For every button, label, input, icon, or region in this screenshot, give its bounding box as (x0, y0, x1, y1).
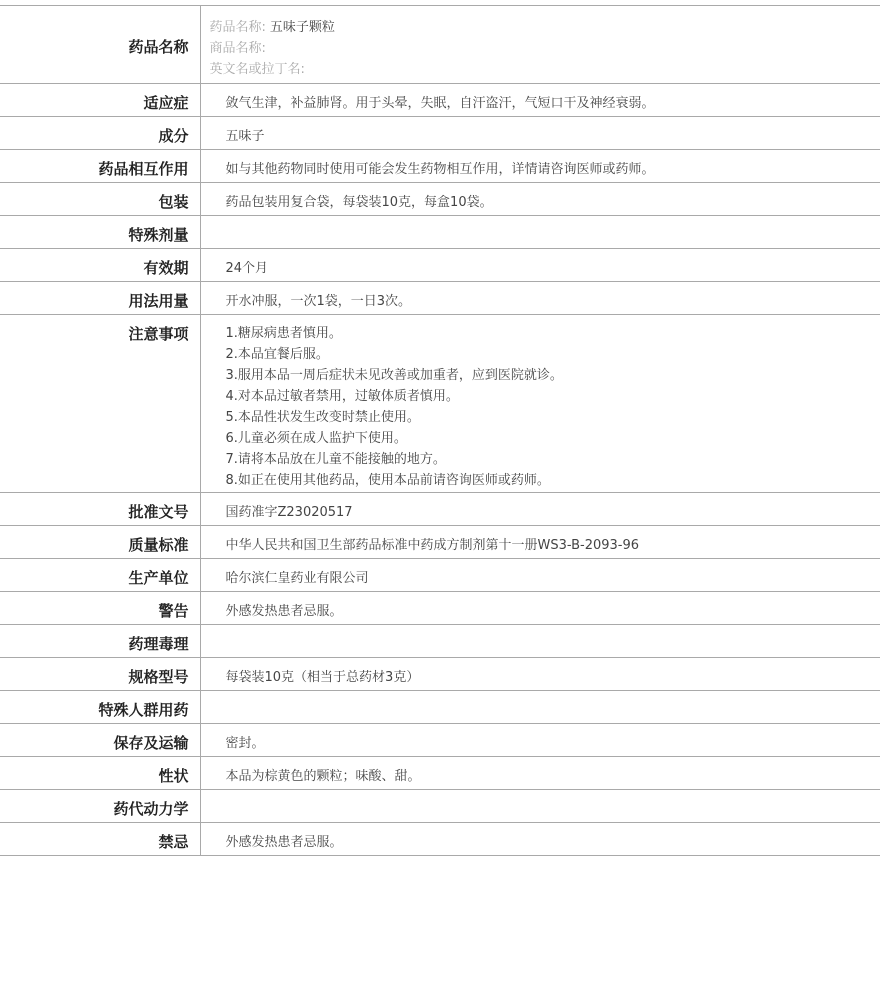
row-value (200, 315, 880, 493)
row-value: 国药准字Z23020517 (225, 505, 353, 520)
trade-name-line (210, 38, 880, 59)
row-label: 药品相互作用 (0, 150, 200, 183)
list-item: 5.本品性状发生改变时禁止使用。 (225, 410, 420, 425)
list-item: 4.对本品过敏者禁用，过敏体质者慎用。 (225, 389, 459, 404)
row-value: 开水冲服，一次1袋，一日3次。 (225, 294, 412, 309)
row-value: 24个月 (225, 261, 269, 276)
row-label: 特殊人群用药 (0, 691, 200, 724)
row-value (200, 790, 880, 823)
list-item: 7.请将本品放在儿童不能接触的地方。 (225, 452, 446, 467)
row-specification (0, 658, 880, 691)
row-precautions (0, 315, 880, 493)
row-label: 药理毒理 (0, 625, 200, 658)
row-label: 批准文号 (0, 493, 200, 526)
row-value: 如与其他药物同时使用可能会发生药物相互作用，详情请咨询医师或药师。 (225, 162, 655, 177)
row-label: 药品名称 (0, 6, 200, 84)
row-indications (0, 84, 880, 117)
trade-name-key: 商品名称: (209, 41, 266, 56)
row-description (0, 757, 880, 790)
list-item: 3.服用本品一周后症状未见改善或加重者，应到医院就诊。 (225, 368, 563, 383)
row-label: 性状 (0, 757, 200, 790)
generic-name-line (210, 17, 880, 38)
row-label: 特殊剂量 (0, 216, 200, 249)
row-approval-number (0, 493, 880, 526)
list-item: 1.糖尿病患者慎用。 (225, 326, 342, 341)
row-label: 包装 (0, 183, 200, 216)
english-name-line (210, 59, 880, 80)
row-label: 规格型号 (0, 658, 200, 691)
row-label: 禁忌 (0, 823, 200, 856)
drug-info-table (0, 5, 880, 856)
list-item: 6.儿童必须在成人监护下使用。 (225, 431, 407, 446)
row-label: 有效期 (0, 249, 200, 282)
row-label: 生产单位 (0, 559, 200, 592)
row-packaging (0, 183, 880, 216)
row-label: 用法用量 (0, 282, 200, 315)
row-usage-dosage (0, 282, 880, 315)
row-label: 质量标准 (0, 526, 200, 559)
row-storage-transport (0, 724, 880, 757)
english-name-key: 英文名或拉丁名: (209, 62, 305, 77)
row-value: 密封。 (225, 736, 265, 751)
generic-name-key: 药品名称: (209, 20, 266, 35)
row-value: 每袋装10克（相当于总药材3克） (225, 670, 420, 685)
row-label: 药代动力学 (0, 790, 200, 823)
row-value: 药品包装用复合袋，每袋装10克，每盒10袋。 (225, 195, 493, 210)
precautions-list (226, 323, 880, 491)
row-pharmacology (0, 625, 880, 658)
row-value (200, 216, 880, 249)
row-label: 警告 (0, 592, 200, 625)
row-value (200, 625, 880, 658)
row-label: 注意事项 (0, 315, 200, 493)
row-pharmacokinetics (0, 790, 880, 823)
row-value: 外感发热患者忌服。 (225, 835, 343, 850)
row-value (200, 691, 880, 724)
list-item: 2.本品宜餐后服。 (225, 347, 329, 362)
row-special-dosage (0, 216, 880, 249)
row-drug-name (0, 6, 880, 84)
row-value: 哈尔滨仁皇药业有限公司 (225, 571, 369, 586)
row-value: 本品为棕黄色的颗粒；味酸、甜。 (225, 769, 421, 784)
row-label: 成分 (0, 117, 200, 150)
row-value: 外感发热患者忌服。 (225, 604, 343, 619)
row-warning (0, 592, 880, 625)
list-item: 8.如正在使用其他药品，使用本品前请咨询医师或药师。 (225, 473, 550, 488)
row-value: 敛气生津，补益肺肾。用于头晕，失眠，自汗盗汗，气短口干及神经衰弱。 (225, 96, 655, 111)
row-label: 适应症 (0, 84, 200, 117)
row-shelf-life (0, 249, 880, 282)
generic-name-value: 五味子颗粒 (269, 20, 335, 35)
row-manufacturer (0, 559, 880, 592)
row-ingredients (0, 117, 880, 150)
row-label: 保存及运输 (0, 724, 200, 757)
row-contraindications (0, 823, 880, 856)
row-special-populations (0, 691, 880, 724)
row-value: 五味子 (225, 129, 265, 144)
row-value: 中华人民共和国卫生部药品标准中药成方制剂第十一册WS3-B-2093-96 (225, 538, 640, 553)
row-value (200, 6, 880, 84)
row-interactions (0, 150, 880, 183)
row-quality-standard (0, 526, 880, 559)
